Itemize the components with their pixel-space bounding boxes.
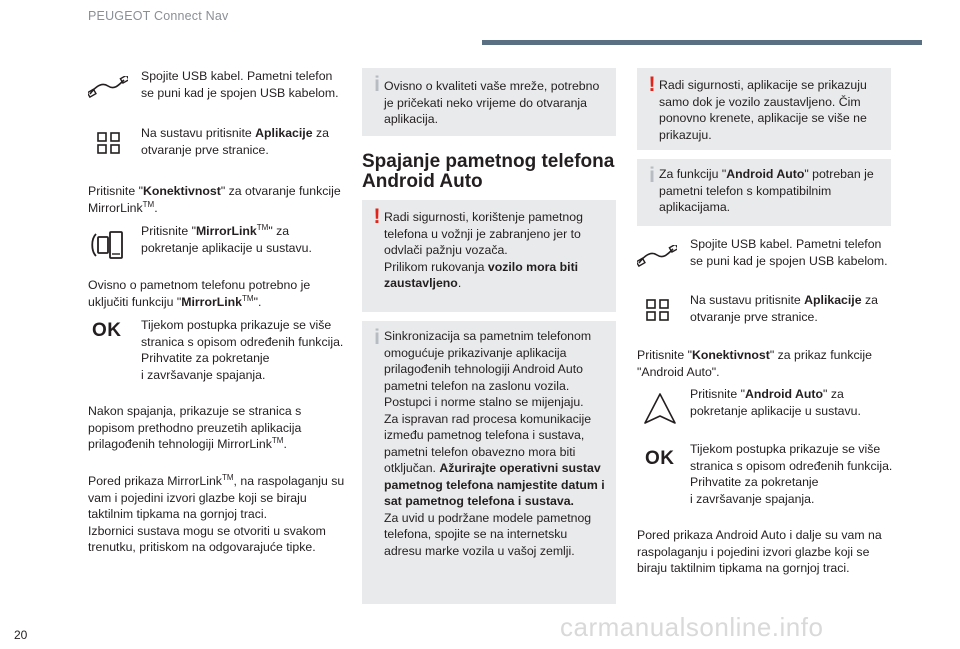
apps-grid-icon [97,132,121,154]
page-header-title: PEUGEOT Connect Nav [88,9,229,23]
warning-icon: ! [648,73,656,96]
usb-cable-icon [88,76,128,98]
col3-sources-text: Pored prikaza Android Auto i dalje su vam na raspolaganju i pojedini izvori glazbe koji se biraju taktilnim tipkama na gornjoj traci. [637,528,882,575]
col1-ok-text: Tijekom postupka prikazuje se više stranica s opisom određenih funkcija. Prihvatite za pokretanje i završavanje spajanja. [141,318,344,382]
ok-icon: OK [92,320,122,341]
apps-grid-icon [646,299,670,321]
col1-apps-text: Na sustavu pritisnite Aplikacije za otvaranje prve stranice. [141,126,329,157]
col1-after-connect-text: Nakon spajanja, prikazuje se stranica s popisom prethodno preuzetih aplikacija prilagođenih tehnologiji MirrorLink™. [88,404,302,451]
col1-sources-text: Pored prikaza MirrorLink™, na raspolaganju su vam i pojedini izvori glazbe koji se biraju taktilnim tipkama na gornjoj traci. Izbornici sustava mogu se otvoriti u svakom trenutku, pritiskom na odgovarajuće tipke. [88,472,345,554]
info-icon: i [649,164,655,187]
col3-android-auto-text: Pritisnite "Android Auto" za pokretanje aplikacije u sustavu. [690,387,861,418]
info-note-sync: i Sinkronizacija sa pametnim telefonom omogućuje prikazivanje aplikacija prilagođenih tehnologiji Android Auto pametni telefon na zaslonu vozila. Postupci i norme stalno se mijenjaju. Za ispravan rad procesa komunikacije između pametnog telefona i sustava, pametni telefon obavezno mora biti otključan. Ažurirajte operativni sustav pametnog telefona namjestite datum i sat pametnog telefona i sustava. Za uvid u podržane modele pametnog telefona, spojite se na internetsku adresu marke vozila u vašoj zemlji. [362,321,616,604]
info-note-android-auto: i Za funkciju "Android Auto" potreban je pametni telefon s kompatibilnim aplikacijama. [637,159,891,226]
header-bar [482,40,922,45]
warning-note-driving: ! Radi sigurnosti, korištenje pametnog telefona u vožnji je zabranjeno jer to odvlači pažnju vozača. Prilikom rukovanja vozilo mora biti zaustavljeno. [362,200,616,312]
col1-mirrorlink-text: Pritisnite "MirrorLink™" za pokretanje aplikacije u sustavu. [141,222,312,255]
android-auto-icon [642,392,678,426]
col3-connectivity-text: Pritisnite "Konektivnost" za prikaz funkcije "Android Auto". [637,348,872,379]
watermark: carmanualsonline.info [560,612,824,642]
page-number: 20 [14,628,28,642]
col3-apps-text: Na sustavu pritisnite Aplikacije za otvaranje prve stranice. [690,293,878,324]
warning-icon: ! [373,205,381,228]
mirrorlink-icon [90,229,124,261]
usb-cable-icon [637,245,677,267]
info-icon: i [374,326,380,349]
section-heading: Spajanje pametnog telefona Android Auto [362,151,615,192]
col3-ok-text: Tijekom postupka prikazuje se više stranica s opisom određenih funkcija. Prihvatite za pokretanje i završavanje spajanja. [690,442,893,506]
warning-note-apps: ! Radi sigurnosti, aplikacije se prikazuju samo dok je vozilo zaustavljeno. Čim ponovno krenete, aplikacije se više ne prikazuju. [637,68,891,150]
col1-mirrorlink-enable-text: Ovisno o pametnom telefonu potrebno je uključiti funkciju "MirrorLink™". [88,278,311,309]
col3-usb-text: Spojite USB kabel. Pametni telefon se puni kad je spojen USB kabelom. [690,237,888,268]
info-note-network: i Ovisno o kvaliteti vaše mreže, potrebno je pričekati neko vrijeme do otvaranja aplikacija. [362,68,616,136]
ok-icon: OK [645,448,675,469]
col1-usb-text: Spojite USB kabel. Pametni telefon se puni kad je spojen USB kabelom. [141,69,339,100]
info-icon: i [374,73,380,96]
col1-connectivity-text: Pritisnite "Konektivnost" za otvaranje funkcije MirrorLink™. [88,184,341,215]
